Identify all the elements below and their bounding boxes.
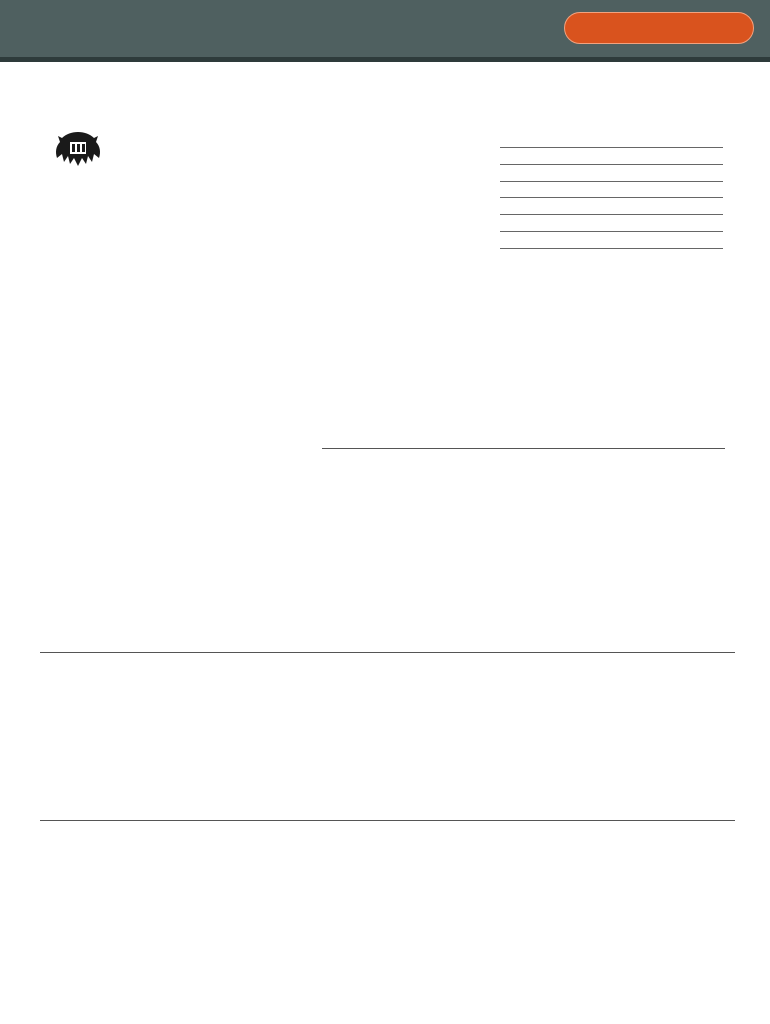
notice-label xyxy=(500,232,614,248)
notice-row xyxy=(500,214,723,231)
top-banner xyxy=(0,0,770,62)
divider xyxy=(40,652,735,653)
irs-eagle-logo xyxy=(52,128,104,198)
notice-label xyxy=(500,198,614,214)
notice-label xyxy=(500,182,614,198)
notice-row xyxy=(500,164,723,181)
postal-barcode xyxy=(112,250,378,270)
divider xyxy=(40,820,735,821)
notice-label xyxy=(500,215,614,231)
notice-row xyxy=(500,248,723,265)
divider xyxy=(322,448,725,449)
notice-row xyxy=(500,197,723,214)
notice-info-table xyxy=(500,147,723,265)
qr-code xyxy=(14,298,44,328)
claiming-section-body xyxy=(322,657,742,672)
visit-taxaudit-button[interactable] xyxy=(564,12,754,44)
notice-row xyxy=(500,147,723,164)
notice-label xyxy=(500,249,614,265)
2d-barcode xyxy=(500,100,736,130)
notice-row xyxy=(500,231,723,248)
notice-label xyxy=(500,148,614,164)
notice-label xyxy=(500,165,614,181)
notice-row xyxy=(500,181,723,198)
